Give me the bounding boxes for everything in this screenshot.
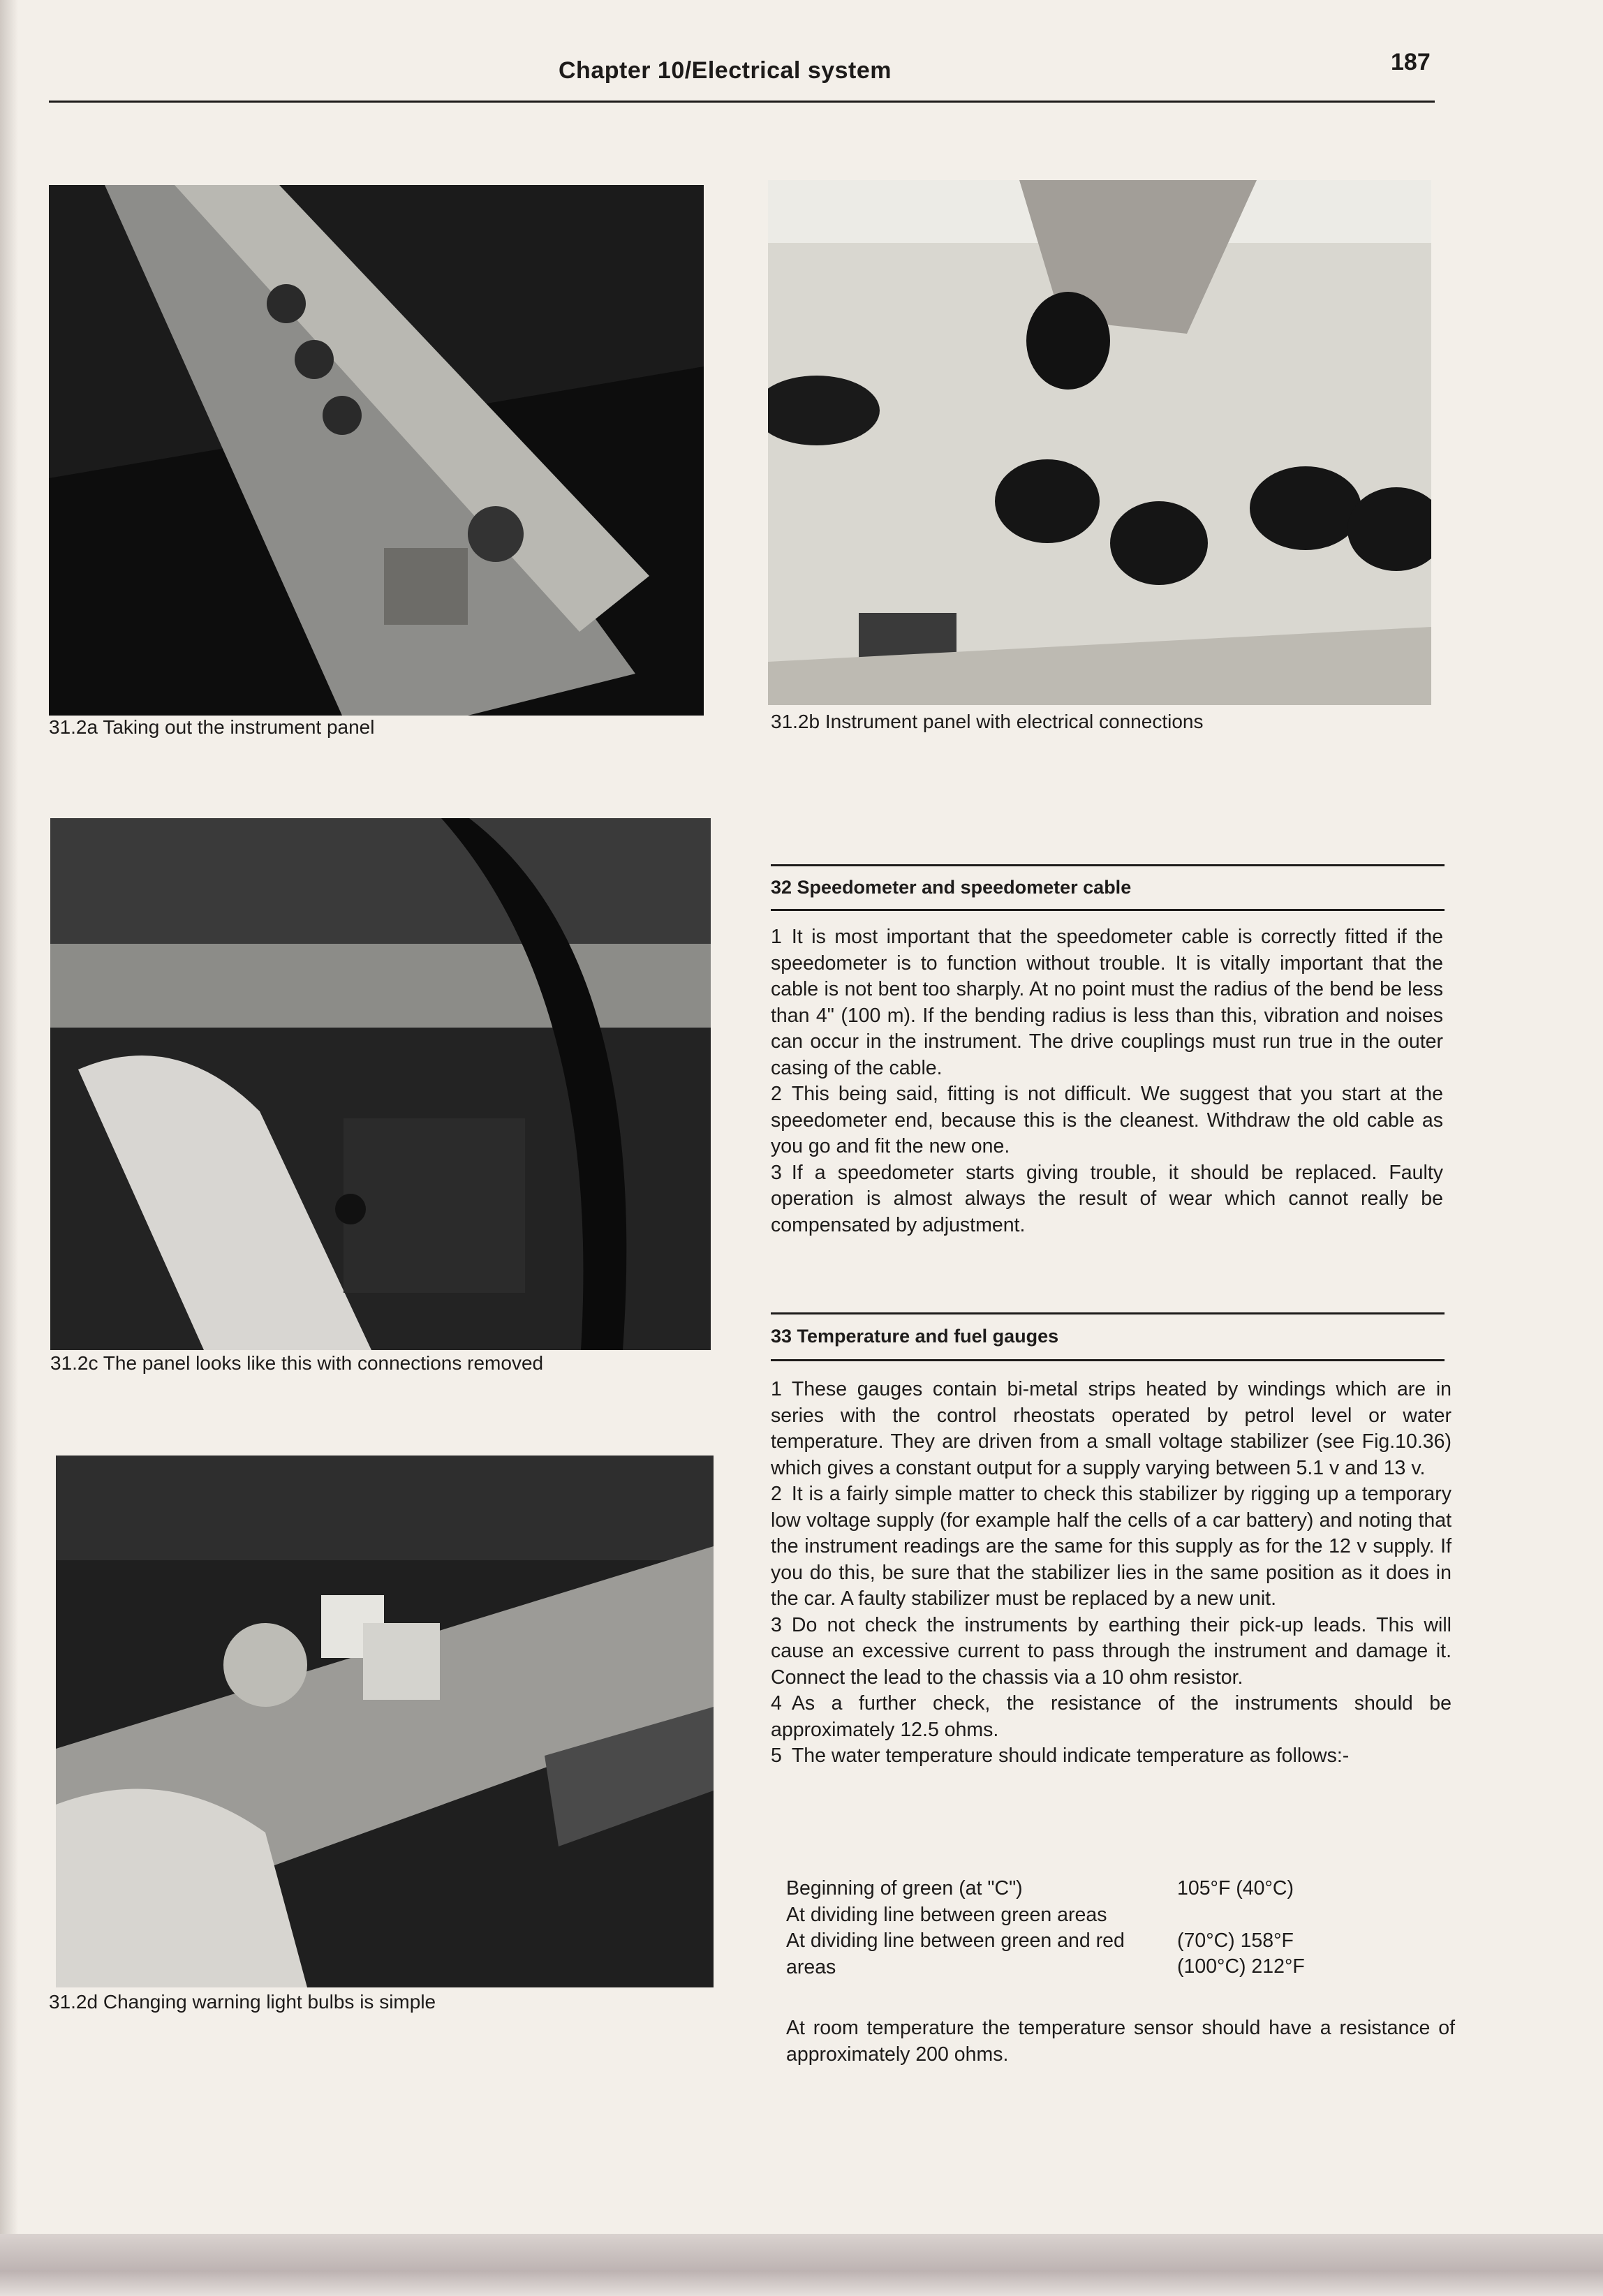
photo-instrument-panel-removal — [49, 185, 704, 716]
value-reading: (70°C) 158°F — [1177, 1929, 1294, 1952]
section-33-rule-bottom — [771, 1359, 1445, 1361]
paragraph-text: This being said, fitting is not difficult. We suggest that you start at the speedometer end, because this is the cleanest. Withdraw the old cable as you go and fit the new one. — [771, 1083, 1443, 1157]
paragraph-number: 2 — [771, 1483, 782, 1505]
header-rule — [49, 101, 1435, 103]
caption-31-2a: 31.2a Taking out the instrument panel — [49, 716, 375, 738]
paragraph — [771, 1691, 1451, 1743]
table-row — [786, 1928, 1456, 1980]
paragraph-number: 3 — [771, 1613, 782, 1636]
paragraph-text: If a speedometer starts giving trouble, it should be replaced. Faulty operation is almost always the result of wear which cannot really be compensated by adjustment. — [771, 1161, 1443, 1236]
section-32-rule-top — [771, 864, 1445, 866]
scan-bottom-edge — [0, 2234, 1603, 2296]
paragraph-text: Do not check the instruments by earthing their pick-up leads. This will cause an excessive current to pass through the instrument and damage it. Connect the lead to the chassis via a 10 ohm resistor. — [771, 1613, 1451, 1689]
paragraph-number: 1 — [771, 1378, 782, 1400]
photo-instrument-panel-connections — [768, 180, 1431, 705]
value-label: Beginning of green (at "C") — [786, 1877, 1023, 1899]
paragraph-number: 3 — [771, 1161, 782, 1184]
value-label: At dividing line between green and red areas — [786, 1930, 1125, 1978]
section-33-body — [771, 1377, 1451, 1770]
chapter-title: Chapter 10/Electrical system — [559, 57, 892, 84]
page-edge-shadow — [0, 0, 18, 2234]
section-33-rule-top — [771, 1312, 1445, 1314]
paragraph — [771, 1481, 1451, 1613]
paragraph-number: 2 — [771, 1083, 782, 1105]
value-label: At dividing line between green areas — [786, 1903, 1107, 1926]
temperature-values-table — [786, 1876, 1456, 1980]
paragraph — [771, 1377, 1451, 1481]
caption-31-2b: 31.2b Instrument panel with electrical connections — [771, 711, 1204, 732]
section-33-closing: At room temperature the temperature sensor should have a resistance of approximately 200 ohms. — [786, 2017, 1455, 2066]
photo-warning-light-bulbs — [56, 1456, 714, 1987]
paragraph-text: These gauges contain bi-metal strips heated by windings which are in series with the control rheostats operated by petrol level or water temperature. They are driven from a small voltage stabilizer (see Fig.10.36) which gives a constant output for a supply varying between 5.1 v and 13 v. — [771, 1378, 1451, 1479]
section-32-heading: 32 Speedometer and speedometer cable — [771, 877, 1132, 898]
section-32-body — [771, 924, 1443, 1238]
paragraph-number: 5 — [771, 1745, 782, 1767]
value-reading: 105°F (40°C) — [1177, 1877, 1294, 1899]
table-row — [786, 1876, 1456, 1902]
paragraph — [771, 1160, 1443, 1239]
paragraph-text: It is most important that the speedometer cable is correctly fitted if the speedometer is to function without trouble. It is vitally important that the cable is not bent too sharply. At no point must the radius of the bend be less than 4" (100 m). If the bending radius is less than this, vibration and noises can occur in the instrument. The drive couplings must run true in the outer casing of the cable. — [771, 926, 1443, 1079]
paragraph-text: As a further check, the resistance of the instruments should be approximately 12.5 ohms. — [771, 1692, 1451, 1741]
paragraph-number: 4 — [771, 1692, 782, 1714]
paragraph-text: The water temperature should indicate temperature as follows:- — [791, 1745, 1350, 1767]
section-32-rule-bottom — [771, 909, 1445, 911]
table-row — [786, 1902, 1456, 1952]
paragraph — [771, 1081, 1443, 1160]
paragraph-text: It is a fairly simple matter to check this stabilizer by rigging up a temporary low voltage supply (for example half the cells of a car battery) and noting that the instrument readings are the same for this supply as for the 12 v supply. If you do this, be sure that the stabilizer lies in the same position as it does in the car. A faulty stabilizer must be replaced by a new unit. — [771, 1483, 1451, 1610]
caption-31-2d: 31.2d Changing warning light bulbs is simple — [49, 1991, 436, 2013]
caption-31-2c: 31.2c The panel looks like this with connections removed — [50, 1352, 544, 1374]
section-33-heading: 33 Temperature and fuel gauges — [771, 1326, 1059, 1347]
paragraph — [771, 1613, 1451, 1691]
paragraph-number: 1 — [771, 926, 782, 948]
paragraph — [771, 1743, 1451, 1770]
photo-panel-connections-removed — [50, 818, 711, 1350]
page-number: 187 — [1391, 49, 1431, 75]
paragraph — [771, 924, 1443, 1081]
value-reading: (100°C) 212°F — [1177, 1955, 1305, 1978]
